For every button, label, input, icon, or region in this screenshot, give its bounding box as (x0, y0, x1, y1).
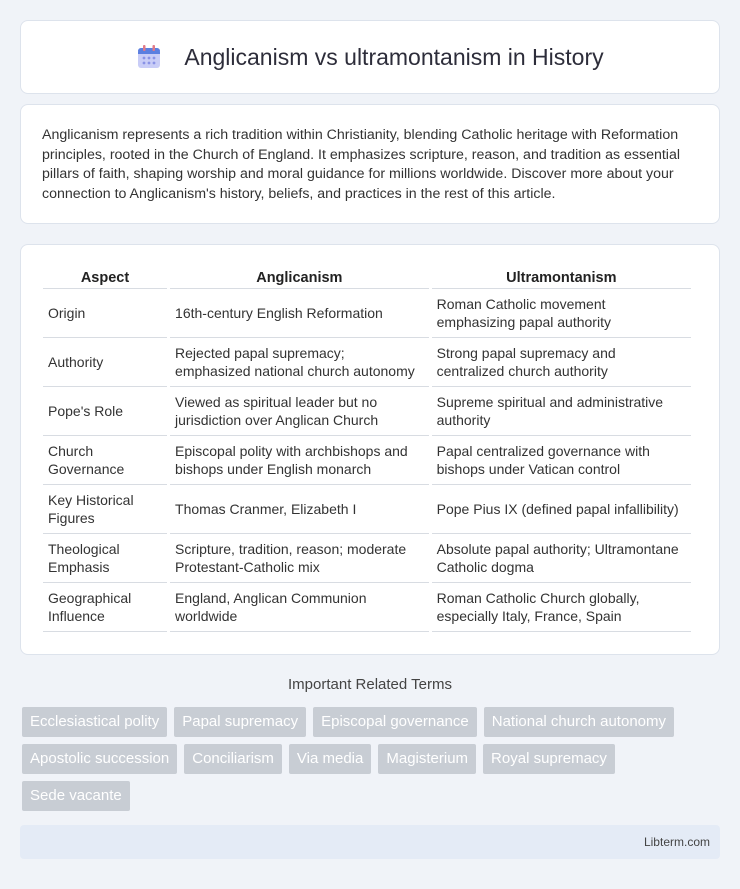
cell-ultramontanism: Supreme spiritual and administrative authority (432, 387, 691, 436)
table-header-row (43, 265, 691, 289)
cell-aspect: Theological Emphasis (43, 534, 167, 583)
cell-anglicanism: Rejected papal supremacy; emphasized national church autonomy (170, 338, 429, 387)
cell-aspect: Origin (43, 289, 167, 338)
footer (20, 825, 720, 859)
cell-aspect: Key Historical Figures (43, 485, 167, 534)
header-aspect: Aspect (43, 265, 167, 289)
cell-aspect: Geographical Influence (43, 583, 167, 632)
table-row (43, 387, 691, 436)
related-term-tag[interactable]: Magisterium (378, 744, 476, 774)
comparison-table (40, 265, 694, 632)
cell-ultramontanism: Strong papal supremacy and centralized church authority (432, 338, 691, 387)
table-row (43, 338, 691, 387)
cell-anglicanism: Thomas Cranmer, Elizabeth I (170, 485, 429, 534)
related-term-tag[interactable]: Episcopal governance (313, 707, 477, 737)
related-terms-list (22, 707, 722, 818)
cell-anglicanism: Episcopal polity with archbishops and bishops under English monarch (170, 436, 429, 485)
header-anglicanism: Anglicanism (170, 265, 429, 289)
table-row (43, 289, 691, 338)
footer-site-link[interactable]: Libterm.com (643, 835, 710, 849)
comparison-table-card (20, 244, 720, 655)
header-ultramontanism: Ultramontanism (432, 265, 691, 289)
related-term-tag[interactable]: Via media (289, 744, 371, 774)
related-terms-title: Important Related Terms (288, 676, 452, 693)
cell-ultramontanism: Papal centralized governance with bishops under Vatican control (432, 436, 691, 485)
table-row (43, 436, 691, 485)
related-term-tag[interactable]: Papal supremacy (174, 707, 306, 737)
title-card (20, 20, 720, 94)
related-term-tag[interactable]: Conciliarism (184, 744, 282, 774)
cell-anglicanism: England, Anglican Communion worldwide (170, 583, 429, 632)
related-term-tag[interactable]: Royal supremacy (483, 744, 615, 774)
intro-card (20, 104, 720, 224)
page-title: Anglicanism vs ultramontanism in History (184, 43, 604, 70)
cell-ultramontanism: Roman Catholic movement emphasizing papal authority (432, 289, 691, 338)
cell-aspect: Church Governance (43, 436, 167, 485)
cell-ultramontanism: Pope Pius IX (defined papal infallibility) (432, 485, 691, 534)
table-row (43, 534, 691, 583)
cell-ultramontanism: Roman Catholic Church globally, especially Italy, France, Spain (432, 583, 691, 632)
cell-ultramontanism: Absolute papal authority; Ultramontane Catholic dogma (432, 534, 691, 583)
cell-aspect: Pope's Role (43, 387, 167, 436)
intro-paragraph: Anglicanism represents a rich tradition within Christianity, blending Catholic heritage with Reformation principles, rooted in the Church of England. It emphasizes scripture, reason, and tradition as essential pillars of faith, shaping worship and moral guidance for millions worldwide. Discover more about your connection to Anglicanism's history, beliefs, and practices in the rest of this article. (42, 127, 681, 202)
cell-anglicanism: Viewed as spiritual leader but no jurisdiction over Anglican Church (170, 387, 429, 436)
table-row (43, 485, 691, 534)
related-term-tag[interactable]: Sede vacante (22, 781, 130, 811)
cell-aspect: Authority (43, 338, 167, 387)
related-term-tag[interactable]: Apostolic succession (22, 744, 177, 774)
table-row (43, 583, 691, 632)
related-term-tag[interactable]: National church autonomy (484, 707, 674, 737)
cell-anglicanism: Scripture, tradition, reason; moderate Protestant-Catholic mix (170, 534, 429, 583)
calendar-icon (136, 44, 162, 70)
cell-anglicanism: 16th-century English Reformation (170, 289, 429, 338)
related-term-tag[interactable]: Ecclesiastical polity (22, 707, 167, 737)
